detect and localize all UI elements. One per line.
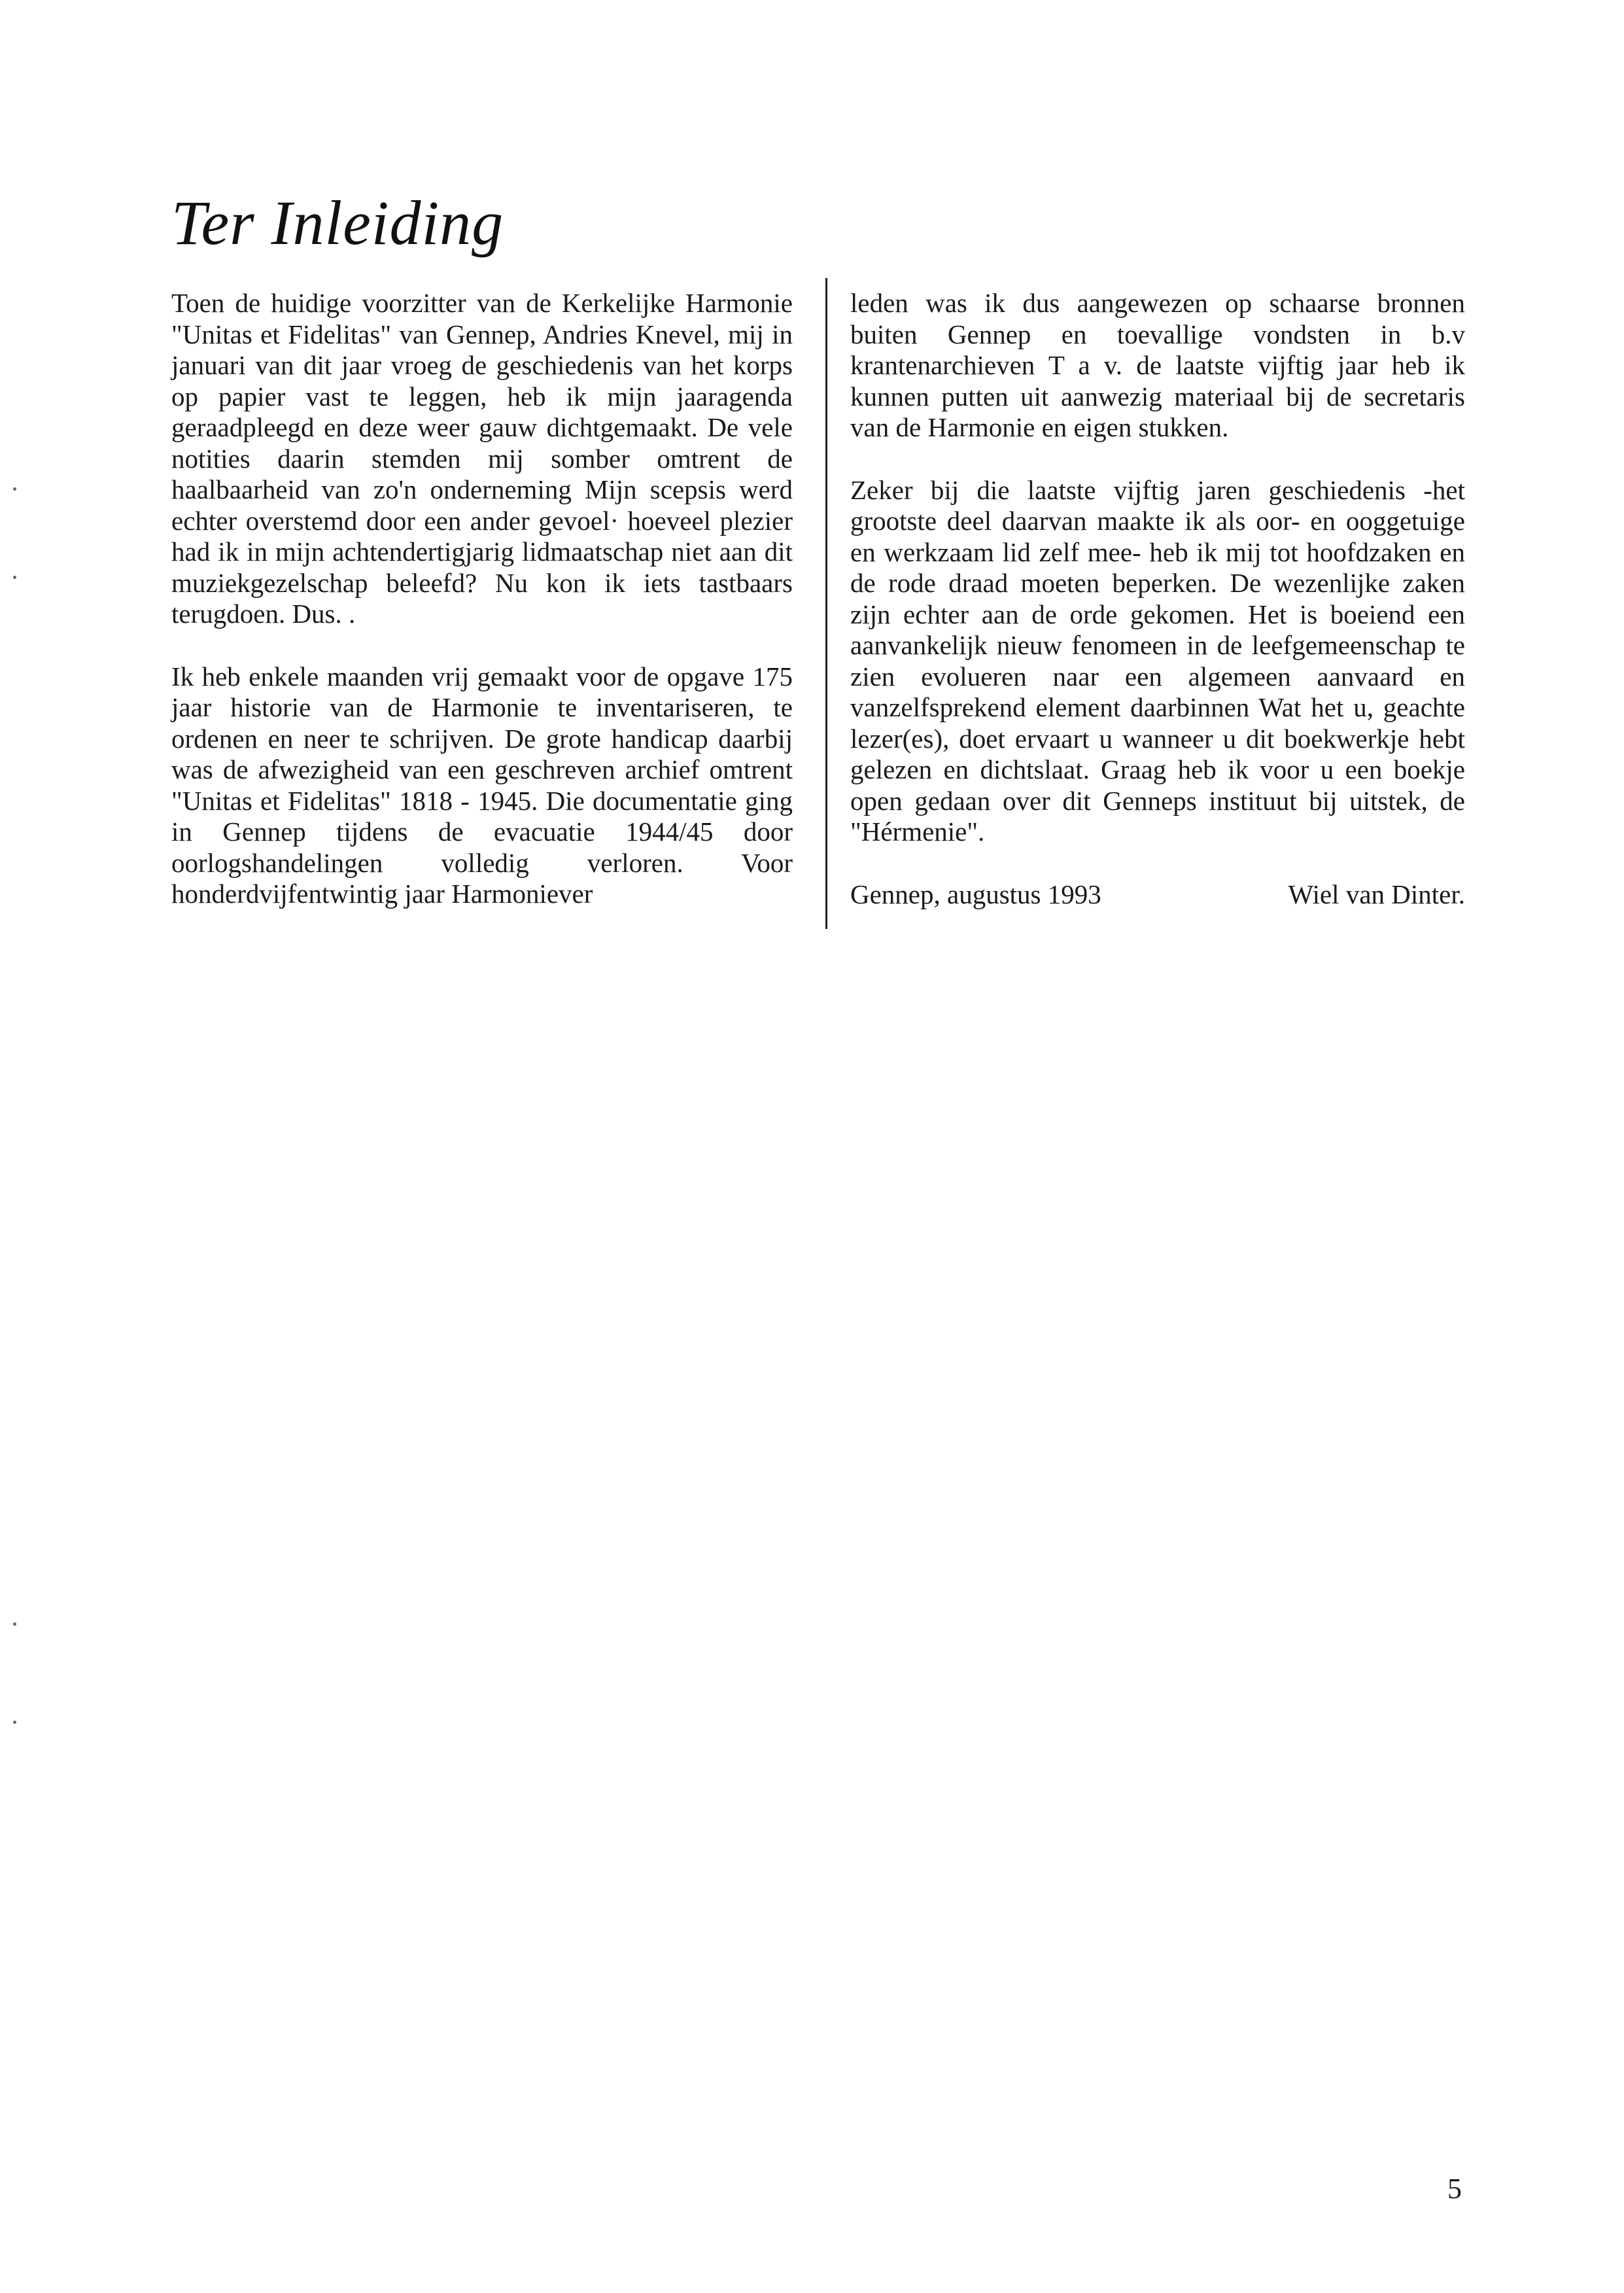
paragraph: Toen de huidige voorzitter van de Kerkelijke Harmonie "Unitas et Fidelitas" van Gennep, Andries Knevel, mij in januari van dit jaar vroeg de geschiedenis van het korps op papier vast te leggen, heb ik mijn jaaragenda geraadpleegd en deze weer gauw dichtgemaakt. De vele notities daarin stemden mij somber omtrent de haalbaarheid van zo'n onderneming Mijn scepsis werd echter overstemd door een ander gevoel· hoeveel plezier had ik in mijn achtendertigjarig lidmaatschap niet aan dit muziekgezelschap beleefd? Nu kon ik iets tastbaars terugdoen. Dus. . [171, 288, 793, 629]
scan-speck [13, 487, 16, 491]
scan-speck [13, 1622, 16, 1626]
place-date: Gennep, augustus 1993 [850, 879, 1101, 909]
scan-speck [13, 1721, 16, 1724]
page-number: 5 [1447, 2173, 1462, 2205]
right-column [850, 288, 1465, 910]
signature-line [850, 879, 1465, 911]
column-divider [825, 278, 827, 929]
paragraph: Ik heb enkele maanden vrij gemaakt voor de opgave 175 jaar historie van de Harmonie te inventariseren, te ordenen en neer te schrijven. De grote handicap daarbij was de afwezigheid van een geschreven archief omtrent "Unitas et Fidelitas" 1818 - 1945. Die documentatie ging in Gennep tijdens de evacuatie 1944/45 door oorlogshandelingen volledig verloren. Voor honderdvijfentwintig jaar Harmoniever [171, 661, 793, 909]
scan-speck [13, 576, 16, 579]
page-title: Ter Inleiding [171, 188, 504, 258]
left-column [171, 288, 793, 941]
paragraph: Zeker bij die laatste vijftig jaren geschiedenis -het grootste deel daarvan maakte ik als oor- en ooggetuige en werkzaam lid zelf mee- heb ik mij tot hoofdzaken en de rode draad moeten beperken. De wezenlijke zaken zijn echter aan de orde gekomen. Het is boeiend een aanvankelijk nieuw fenomeen in de leefgemeenschap te zien evolueren naar een algemeen aanvaard en vanzelfsprekend element daarbinnen Wat het u, geachte lezer(es), doet ervaart u wanneer u dit boekwerkje hebt gelezen en dichtslaat. Graag heb ik voor u een boekje open gedaan over dit Genneps instituut bij uitstek, de "Hérmenie". [850, 474, 1465, 847]
author-name: Wiel van Dinter. [1288, 879, 1465, 909]
paragraph: leden was ik dus aangewezen op schaarse bronnen buiten Gennep en toevallige vondsten in b.v krantenarchieven T a v. de laatste vijftig jaar heb ik kunnen putten uit aanwezig materiaal bij de secretaris van de Harmonie en eigen stukken. [850, 288, 1465, 442]
